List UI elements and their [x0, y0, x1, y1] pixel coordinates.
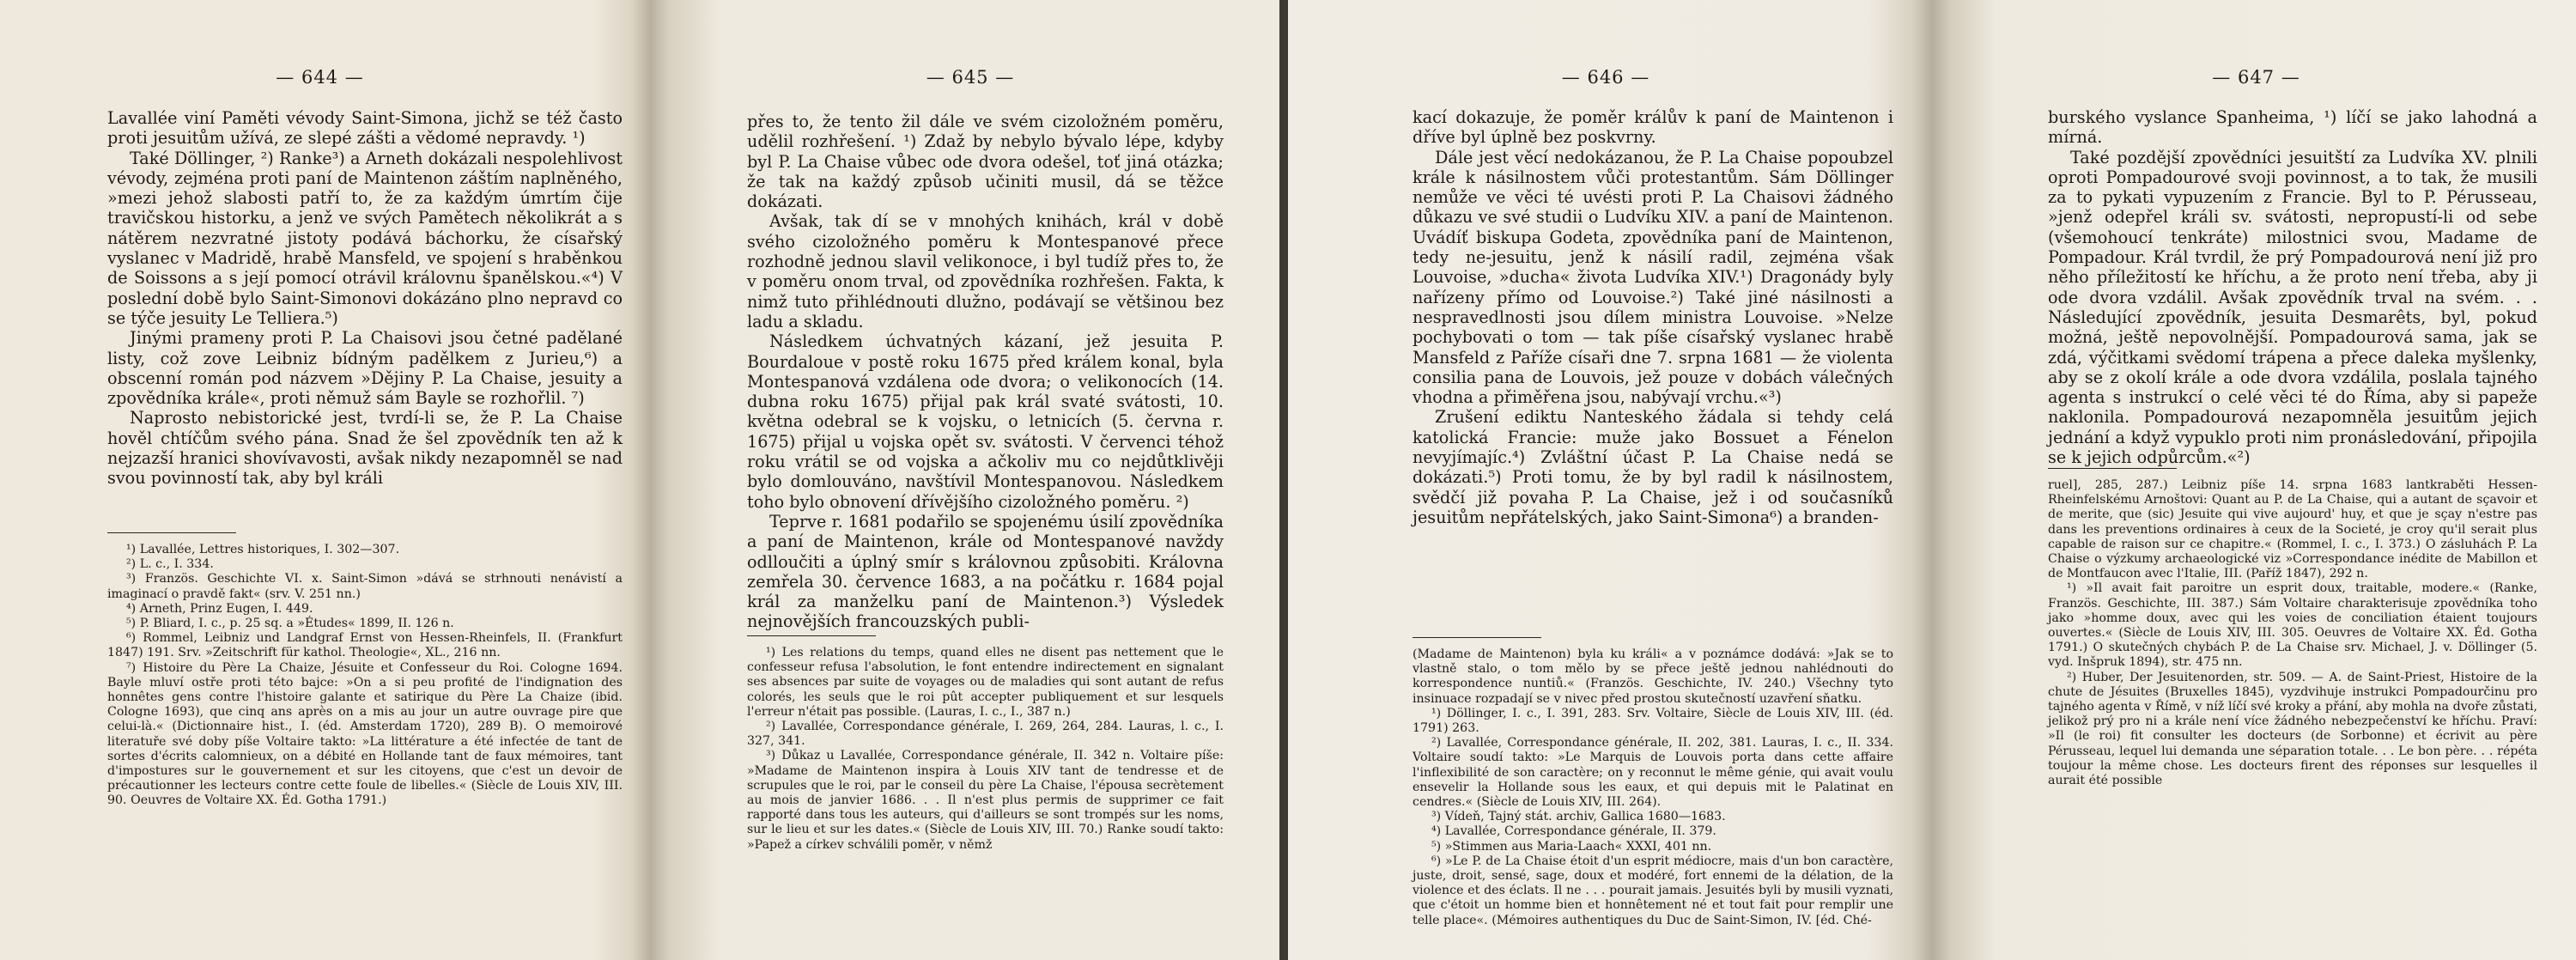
footnote-rule	[747, 635, 876, 636]
footnote: ¹) »Il avait fait paroitre un esprit doux, traitable, modere.« (Ranke, Französ. Geschichte, III. 387.) Sám Voltaire charakterisuje zpovědníka toho jako »homme doux, avec qui les voies de conciliation étaient toujours ouvertes.« (Siècle de Louis XIV, III. 305. Oeuvres de Voltaire XX. Éd. Gotha 1791.) O skutečných chybách P. de La Chaise srv. Michael, J. v. Döllinger (5. vyd. Inšpruk 1894), str. 475 nn.	[2048, 581, 2537, 670]
paragraph: Jinými prameny proti P. La Chaisovi jsou četné padělané listy, což zove Leibniz bídným padělkem z Jurieu,⁶) a obscenní román pod názvem »Dějiny P. La Chaise, jesuity a zpovědníka krále«, proti němuž sám Bayle se rozhořlil. ⁷)	[107, 328, 623, 409]
footnotes	[2048, 478, 2537, 788]
footnote-rule	[1413, 637, 1541, 638]
footnote: ⁵) P. Bliard, I. c., p. 25 sq. a »Études« 1899, II. 126 n.	[126, 617, 454, 631]
footnote: ³) Französ. Geschichte VI. x. Saint-Simon »dává se strhnouti nenávistí a imaginací o pravdě fakt« (srv. V. 251 nn.)	[107, 572, 623, 601]
paragraph: Avšak, tak dí se v mnohých knihách, král v době svého cizoložného poměru k Montespanové přece rozhodně jednou slavil velikonoce, i byl tudíž přes to, že v poměru onom trval, od zpovědníka rozhřešen. Fakta, k nimž tuto přihlédnouti dlužno, podávají se většinou bez ladu a skladu.	[747, 211, 1224, 331]
footnote: ⁴) Arneth, Prinz Eugen, I. 449.	[126, 601, 313, 616]
page-number: — 645 —	[926, 67, 1015, 88]
paragraph: Naprosto nebistorické jest, tvrdí-li se, že P. La Chaise hověl chtíčům svého pána. Snad že šel zpovědník ten až k nejzazší hranici shovívavosti, avšak nikdy nezapomněl se nad svou povinností tak, aby byl králi	[107, 408, 623, 489]
footnote: ⁶) »Le P. de La Chaise étoit d'un esprit médiocre, mais d'un bon caractère, juste, droit, sensé, sage, doux et modéré, fort ennemi de la délation, de la violence et des éclats. Il ne . . . pourait jamais. Jesuités byli by musili vyznati, que c'étoit un homme bien et honnêtement né et tout fait pour remplir une telle place«. (Mémoires authentiques du Duc de Saint-Simon, IV. [éd. Ché-	[1413, 854, 1893, 927]
footnote: ¹) Les relations du temps, quand elles ne disent pas nettement que le confesseur refusa l'absolution, le font entendre indirectement en signalant ses absences par suite de voyages ou de maladies qui sont autant de refus colorés, les seuls que le roi pût accepter publiquement et sur lesquels l'erreur n'était pas possible. (Lauras, I. c., I., 387 n.)	[747, 646, 1224, 719]
paragraph: Zrušení ediktu Nanteského žádala si tehdy celá katolická Francie: muže jako Bossuet a Fénelon nevyjímajíc.⁴) Zvláštní účast P. La Chaise nedá se dokázati.⁵) Proti tomu, že by byl radil k násilnostem, svědčí již povaha P. La Chaise, jež i od současníků jesuitům nepřátelských, jako Saint-Simona⁶) a branden-	[1413, 407, 1893, 527]
paragraph: Také Döllinger, ²) Ranke³) a Arneth dokázali nespolehlivost vévody, zejména proti paní de Maintenon záštím naplněného, »mezi jehož slabosti patří to, že za každým úmrtím čije travičskou historku, a jenž ve svých Pamětech několikrát a s nátěrem nezvratné jistoty podává báchorku, že císařský vyslanec v Madridě, hrabě Mansfeld, ve spojení s hraběnkou de Soissons a s její pomocí otrávil královnu španělskou.«⁴) V poslední době bylo Saint-Simonovi dokázáno plno nepravd co se týče jesuity Le Telliera.⁵)	[107, 148, 623, 328]
footnote: ¹) Lavallée, Lettres historiques, I. 302—307.	[126, 543, 400, 556]
main-text	[747, 112, 1224, 632]
paragraph: Dále jest věcí nedokázanou, že P. La Chaise popoubzel krále k násilnostem vůči protestantům. Sám Döllinger nemůže ve věci té uvésti proti P. La Chaisovi žádného důkazu ve své studii o Ludvíku XIV. a paní de Maintenon. Uvádíť biskupa Godeta, zpovědníka paní de Maintenon, tedy ne-jesuitu, jenž k násilí radil, zejména však Louvoise, »ducha« života Ludvíka XIV.¹) Dragonády byly nařízeny přímo od Louvoise.²) Také jiné násilnosti a nespravedlnosti jsou dílem ministra Louvoise. »Nelze pochybovati o tom — tak píše císařský vyslanec hrabě Mansfeld z Paříže císaři dne 7. srpna 1681 — že violenta consilia pana de Louvois, jež pouze v dobách válečných vhodna a přiměřena jsou, nabývají vrchu.«³)	[1413, 147, 1893, 408]
main-text	[2048, 107, 2537, 467]
paragraph: přes to, že tento žil dále ve svém cizoložném poměru, udělil rozhřešení. ¹) Zdaž by nebylo bývalo lépe, kdyby byl P. La Chaise vůbec ode dvora odešel, toť jiná otázka; že tak na každý způsob učiniti musil, dá se těžce dokázati.	[747, 112, 1224, 212]
footnote: ruel], 285, 287.) Leibniz píše 14. srpna 1683 lantkraběti Hessen-Rheinfelskému Arnoštovi: Quant au P. de La Chaise, qui a autant de sçavoir et de merite, que (sic) Jesuite qui vive aujourd' huy, et que je sçay n'estre pas dans les preventions ordinaires à ceux de la Societé, je croy qu'il serait plus capable de raison sur ce chapitre.« (Rommel, I. c., I. 373.) O zásluhách P. La Chaise o výzkumy archaeologické viz »Correspondance inédite de Mabillon et de Montfaucon avec l'Italie, III. (Paříž 1847), 292 n.	[2048, 478, 2537, 581]
footnote: ³) Vídeň, Tajný stát. archiv, Gallica 1680—1683.	[1431, 810, 1726, 824]
page-number: — 646 —	[1561, 67, 1650, 88]
page-646	[1288, 0, 1923, 960]
paragraph: Lavallée viní Paměti vévody Saint-Simona, jichž se též často proti jesuitům užívá, ze slepé zášti a vědomé nepravdy. ¹)	[107, 108, 623, 149]
page-645	[653, 0, 1288, 960]
page-number: — 647 —	[2212, 67, 2300, 88]
main-text	[1413, 107, 1893, 527]
footnotes	[107, 543, 623, 809]
footnote: ⁴) Lavallée, Correspondance générale, II. 379.	[1431, 824, 1716, 839]
footnote: ¹) Döllinger, I. c., I. 391, 283. Srv. Voltaire, Siècle de Louis XIV, III. (éd. 1791) 263.	[1413, 706, 1893, 736]
main-text	[107, 108, 623, 489]
footnote: ²) Huber, Der Jesuitenorden, str. 509. — A. de Saint-Priest, Histoire de la chute de Jésuites (Bruxelles 1845), vyzdvihuje instrukci Pompadourčinu pro tajného agenta v Římě, v níž líčí své kroky a přání, aby mohla na dvoře zůstati, jelikož prý pro ni a krále není více žádného nebezpečenství ke hříchu. Praví: »Il (le roi) fit consulter les docteurs (de Sorbonne) et écrivit au père Pérusseau, lequel lui demanda une séparation totale. . . Le bon père. . . répéta toujour la même chose. Les docteurs firent des réponses sur lesquelles il aurait été possible	[2048, 670, 2537, 788]
footnote: ⁵) »Stimmen aus Maria-Laach« XXXI, 401 nn.	[1431, 839, 1712, 854]
footnote: ³) Důkaz u Lavallée, Correspondance générale, II. 342 n. Voltaire píše: »Madame de Maintenon inspira à Louis XIV tant de tendresse et de scrupules que le roi, par le conseil du père La Chaise, l'épousa secrètement au mois de janvier 1686. . . Il n'est plus permis de supprimer ce fait rapporté dans tous les auteurs, qui d'ailleurs se sont trompés sur les noms, sur le lieu et sur les dates.« (Siècle de Louis XIV, III. 70.) Ranke soudí takto: »Papež a církev schválili poměr, v němž	[747, 749, 1224, 852]
footnote: ²) Lavallée, Correspondance générale, I. 269, 264, 284. Lauras, l. c., I. 327, 341.	[747, 720, 1224, 749]
page-644	[0, 0, 640, 960]
page-647	[1936, 0, 2576, 960]
page-number: — 644 —	[276, 67, 364, 88]
paragraph: kací dokazuje, že poměr králův k paní de Maintenon i dříve byl úplně bez poskvrny.	[1413, 107, 1893, 148]
footnotes	[747, 646, 1224, 853]
footnote: ⁶) Rommel, Leibniz und Landgraf Ernst von Hessen-Rheinfels, II. (Frankfurt 1847) 191. Srv. »Zeitschrift für kathol. Theologie«, XL., 216 nn.	[107, 631, 623, 660]
book-spread-right	[1288, 0, 2576, 960]
paragraph: Také pozdější zpovědníci jesuitští za Ludvíka XV. plnili oproti Pompadourové svoji povinnost, a to tak, že musili za to pykati vypuzením z Francie. Byl to P. Pérusseau, »jenž odepřel králi sv. svátosti, nepropustí-li od sebe (všemohoucí tenkráte) milostnici svou, Madame de Pompadour. Král tvrdil, že prý Pompadourová není již pro něho příležitostí ke hříchu, a že proto není třeba, aby ji ode dvora vzdálil. Avšak zpovědník trval na svém. . . Následující zpovědník, jesuita Desmarêts, byl, pokud možná, ještě nepovolnější. Pompadourová sama, jak se zdá, výčitkami svědomí trápena a přece daleka myšlenky, aby se z okolí krále a ode dvora vzdálila, poslala tajného agenta s instrukcí o celé věci té do Říma, aby si papeže naklonila. Pompadourová nezapomněla jesuitům jejich jednání a když vypuklo proti nim pronásledování, připojila se k jejich odpůrcům.«²)	[2048, 147, 2537, 468]
paragraph: Teprve r. 1681 podařilo se spojenému úsilí zpovědníka a paní de Maintenon, krále od Montespanové navždy odlloučiti a úplný smír s královnou způsobiti. Královna zemřela 30. července 1683, a na počátku r. 1684 pojal král za manželku paní de Maintenon.³) Výsledek nejnovějších francouzských publi-	[747, 511, 1224, 632]
footnote: (Madame de Maintenon) byla ku králi« a v poznámce dodává: »Jak se to vlastně stalo, o tom mělo by se přece ještě jednou nahlédnouti do korrespondence nuntiů.« (Französ. Geschichte, IV. 240.) Všechny tyto insinuace rozpadají se v nivec před prostou skutečností uzavření sňatku.	[1413, 647, 1893, 706]
paragraph: burského vyslance Spanheima, ¹) líčí se jako lahodná a mírná.	[2048, 107, 2537, 148]
footnote: ⁷) Histoire du Père La Chaize, Jésuite et Confesseur du Roi. Cologne 1694. Bayle mluví ostře proti této bajce: »On a si peu profité de l'indignation des honnêtes gens contre l'histoire galante et satirique du Père La Chaize (ibid. Cologne 1693), que cinq ans après on a mis au jour un autre ouvrage pire que celui-là.« (Dictionnaire hist., I. (éd. Amsterdam 1720), 289 B). O memoirové literatuře své doby píše Voltaire takto: »La littérature a été infectée de tant de sortes d'écrits calomnieux, on a débité en Hollande tant de faux mémoires, tant d'impostures sur le gouvernement et sur les citoyens, que c'est un devoir de précautionner les lecteurs contre cette foule de libelles.« (Siècle de Louis XIV, III. 90. Oeuvres de Voltaire XX. Éd. Gotha 1791.)	[107, 660, 623, 808]
footnote: ²) L. c., I. 334.	[126, 557, 214, 572]
footnote-rule	[2048, 468, 2177, 469]
footnote: ²) Lavallée, Correspondance générale, II. 202, 381. Lauras, I. c., II. 334. Voltaire soudí takto: »Le Marquis de Louvois porta dans cette affaire l'inflexibilité de son caractère; on y reconnut le même génie, qui avait voulu ensevelir la Hollande sous les eaux, et qui depuis mit le Palatinat en cendres.« (Siècle de Louis XIV, III. 264).	[1413, 736, 1893, 810]
footnotes	[1413, 647, 1893, 928]
paragraph: Následkem úchvatných kázaní, jež jesuita P. Bourdaloue v postě roku 1675 před králem konal, byla Montespanová vzdálena ode dvora; o velikonocích (14. dubna roku 1675) přijal pak král svaté svátosti, 10. května odebral se k vojsku, o letnicích (5. června r. 1675) přijal u vojska opět sv. svátosti. V červenci téhož roku vrátil se od vojska a ačkoliv mu co nejdůtklivěji bylo domlouváno, navštívil Montespanovou. Následkem toho bylo obnovení dřívějšího cizoložného poměru. ²)	[747, 331, 1224, 512]
footnote-rule	[107, 532, 236, 533]
